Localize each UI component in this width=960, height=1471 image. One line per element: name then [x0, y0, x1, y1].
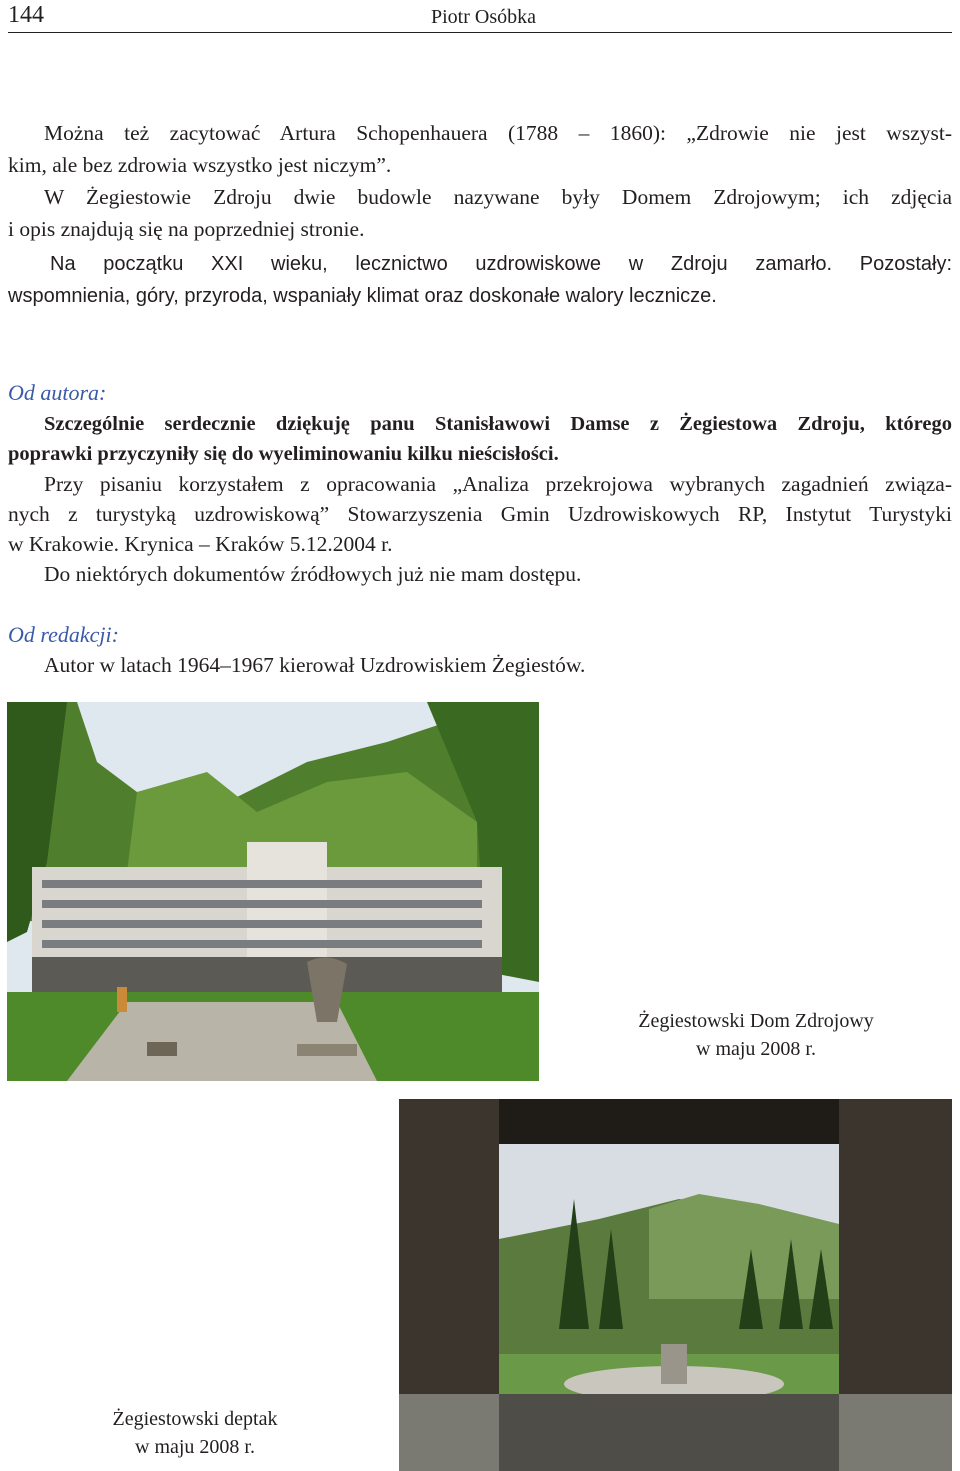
editor-note-line: Autor w latach 1964–1967 kierował Uzdrowiskiem Żegiestów.	[44, 653, 586, 677]
editor-note-heading: Od redakcji:	[8, 622, 119, 647]
intro-line-3: W Żegiestowie Zdroju dwie budowle nazywane były Domem Zdrojowym; ich zdjęcia	[44, 185, 952, 209]
source-line-2: nych z turystyką uzdrowiskową” Stowarzyszenia Gmin Uzdrowiskowych RP, Instytut Turystyki	[8, 502, 952, 526]
photo-spa-house	[7, 702, 539, 1081]
photo-promenade-caption-2: w maju 2008 r.	[135, 1436, 255, 1458]
intro-line-5: Na początku XXI wieku, lecznictwo uzdrowiskowe w Zdroju zamarło. Pozostały:	[50, 253, 952, 275]
photo-spa-house-image	[7, 702, 539, 1081]
intro-line-4: i opis znajdują się na poprzedniej stronie.	[8, 217, 365, 241]
photo-promenade-caption-1: Żegiestowski deptak	[112, 1408, 278, 1430]
source-line-3: w Krakowie. Krynica – Kraków 5.12.2004 r.	[8, 532, 393, 556]
intro-line-2: kim, ale bez zdrowia wszystko jest niczym”.	[8, 153, 392, 177]
page-number: 144	[8, 2, 44, 28]
intro-line-6: wspomnienia, góry, przyroda, wspaniały klimat oraz doskonałe walory lecznicze.	[8, 285, 717, 307]
photo-promenade	[399, 1099, 952, 1471]
intro-line-1: Można też zacytować Artura Schopenhauera (1788 – 1860): „Zdrowie nie jest wszyst-	[44, 121, 952, 145]
thanks-line-1: Szczególnie serdecznie dziękuję panu Stanisławowi Damse z Żegiestowa Zdroju, którego	[44, 413, 952, 435]
running-head-author: Piotr Osóbka	[431, 6, 536, 28]
photo-promenade-image	[399, 1099, 952, 1471]
source-line-4: Do niektórych dokumentów źródłowych już nie mam dostępu.	[44, 562, 582, 586]
photo-spa-house-caption-2: w maju 2008 r.	[696, 1038, 816, 1060]
thanks-line-2: poprawki przyczyniły się do wyeliminowaniu kilku nieścisłości.	[8, 443, 559, 465]
photo-spa-house-caption-1: Żegiestowski Dom Zdrojowy	[638, 1010, 874, 1032]
source-line-1: Przy pisaniu korzystałem z opracowania „Analiza przekrojowa wybranych zagadnień związa-	[44, 472, 952, 496]
author-note-heading: Od autora:	[8, 380, 107, 405]
page-header	[8, 0, 952, 33]
